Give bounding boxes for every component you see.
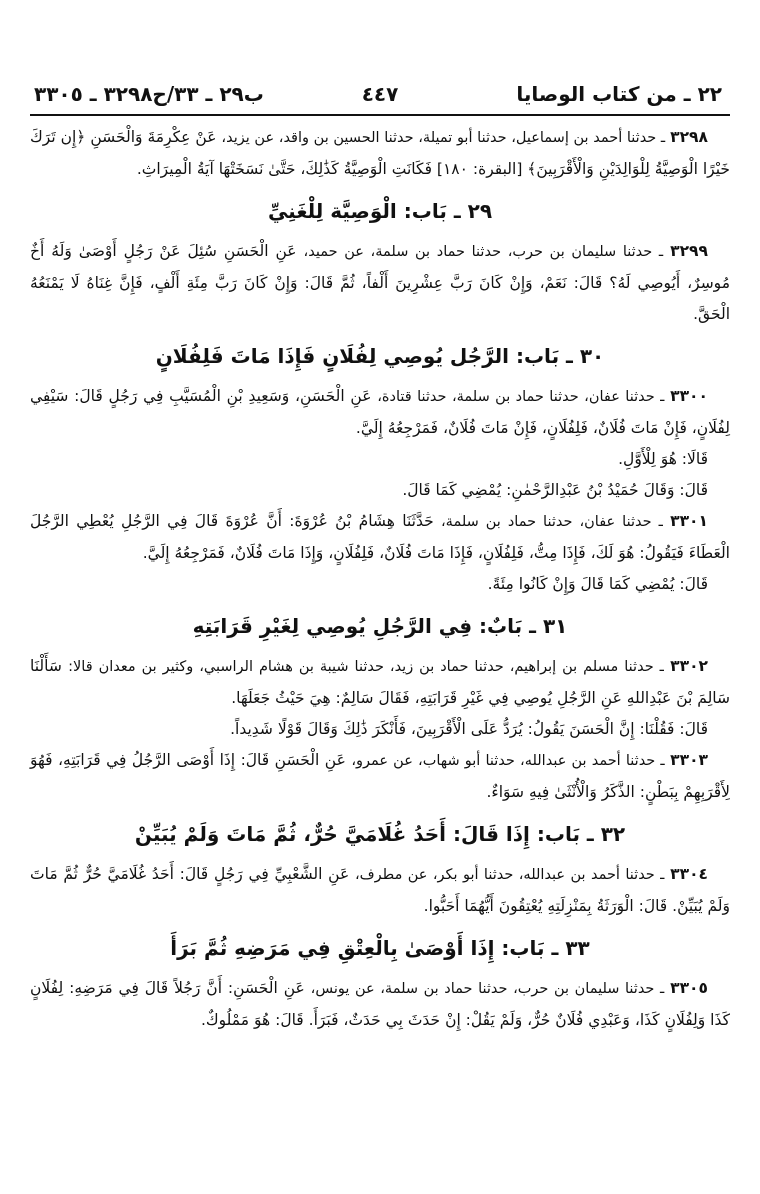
hadith-number: ٣٣٠٢ xyxy=(670,657,708,675)
hadith-isnad: ـ حدثنا أحمد بن إسماعيل، حدثنا أبو تميلة، حدثنا الحسين بن واقد، عن يزيد، xyxy=(221,130,666,146)
hadith-range: ب٢٩ ـ ٣٣/ح٣٢٩٨ ـ ٣٣٠٥ xyxy=(34,82,264,106)
hadith-3299 xyxy=(30,236,730,330)
hadith-isnad: ـ حدثنا عفان، حدثنا حماد بن سلمة، xyxy=(440,514,663,530)
hadith-number: ٣٣٠٥ xyxy=(670,979,708,997)
hadith-isnad: ـ حدثنا أحمد بن عبدالله، حدثنا أبو شهاب، عن عمرو، xyxy=(351,753,665,769)
hadith-3302-line-2: قَالَ: فَقُلْنَا: إِنَّ الْحَسَنَ يَقُولُ: يُرَدُّ عَلَى الْأَقْرَبِينَ، فَأَنْكَرَ ذَٰلِكَ وَقَالَ قَوْلًا شَدِيداً. xyxy=(230,720,708,738)
hadith-isnad: ـ حدثنا سليمان بن حرب، حدثنا حماد بن سلمة، عن يونس، xyxy=(310,981,665,997)
hadith-text: حَدَّثَنَا هِشَامُ بْنُ عُرْوَةَ: أَنَّ عُرْوَةَ قَالَ فِي الرَّجُلِ يُعْطِي الرَّجُلَ الْعَطَاءَ فَيَقُولُ: هُوَ لَكَ، فَإِذَا مِتُّ، فَلِفُلَانٍ، فَإِذَا مَاتَ فُلَانٌ، فَلِفُلَانٍ، وَإِذَا مَاتَ فُلَانٌ، فَمَرْجِعُهُ إِلَيَّ. xyxy=(30,512,730,562)
chapter-title: ٢٢ ـ من كتاب الوصايا xyxy=(516,82,722,106)
hadith-isnad: ـ حدثنا سليمان بن حرب، حدثنا حماد بن سلمة، عن حميد، xyxy=(303,244,664,260)
hadith-text: عَنِ الْحَسَنِ سُئِلَ عَنْ رَجُلٍ أَوْصَىٰ وَلَهُ أَخٌ مُوسِرٌ، أَيُوصِي لَهُ؟ قَالَ: نَعَمْ، وَإِنْ كَانَ رَبَّ عِشْرِينَ أَلْفاً، ثُمَّ قَالَ: وَإِنْ كَانَ رَبَّ مِئَةِ أَلْفٍ، فَإِنَّ غِنَاهُ لَا يَمْنَعُهُ الْحَقَّ. xyxy=(30,242,730,323)
chapter-heading-32: ٣٢ ـ بَاب: إِذَا قَالَ: أَحَدُ غُلَامَيَّ حُرٌّ، ثُمَّ مَاتَ وَلَمْ يُبَيِّنْ xyxy=(134,822,626,846)
hadith-isnad: ـ حدثنا مسلم بن إبراهيم، حدثنا حماد بن زيد، حدثنا شيبة بن هشام الراسبي، وكثير بن معدان قالا: xyxy=(68,659,664,675)
hadith-3301 xyxy=(30,506,730,569)
hadith-text: عَنْ عِكْرِمَةَ وَالْحَسَنِ ﴿إِن تَرَكَ خَيْرًا الْوَصِيَّةُ لِلْوَالِدَيْنِ وَالْأَقْرَبِينَ﴾ [البقرة: ١٨٠] فَكَانَتِ الْوَصِيَّةُ كَذَٰلِكَ، حَتَّىٰ نَسَخَتْهَا آيَةُ الْمِيرَاثِ. xyxy=(30,128,730,178)
hadith-3300-line-2: قَالَا: هُوَ لِلْأَوَّلِ. xyxy=(618,450,708,468)
hadith-text: عَنِ الْحَسَنِ، وَسَعِيدِ بْنِ الْمُسَيَّبِ فِي رَجُلٍ قَالَ: سَيْفِي لِفُلَانٍ، فَإِنْ مَاتَ فُلَانٌ، فَلِفُلَانٍ، فَإِنْ مَاتَ فُلَانٌ، فَمَرْجِعُهُ إِلَيَّ. xyxy=(30,387,730,437)
hadith-number: ٣٣٠١ xyxy=(670,512,708,530)
hadith-3304 xyxy=(30,859,730,922)
chapter-heading-29: ٢٩ ـ بَاب: الْوَصِيَّة لِلْغَنِيِّ xyxy=(267,199,493,223)
hadith-number: ٣٢٩٨ xyxy=(670,128,708,146)
chapter-heading-31: ٣١ ـ بَابٌ: فِي الرَّجُلِ يُوصِي لِغَيْرِ قَرَابَتِهِ xyxy=(192,614,568,638)
hadith-number: ٣٣٠٣ xyxy=(670,751,708,769)
hadith-3300 xyxy=(30,381,730,444)
hadith-text: عَنِ الْحَسَنِ: أَنَّ رَجُلاً قَالَ فِي مَرَضِهِ: لِفُلَانٍ كَذَا وَلِفُلَانٍ كَذَا، وَعَبْدِي فُلَانٌ حُرٌّ، وَلَمْ يَقُلْ: إِنْ حَدَثَ بِي حَدَثٌ، فَبَرَأَ. قَالَ: هُوَ مَمْلُوكٌ. xyxy=(30,979,730,1029)
hadith-text: سَأَلْنَا سَالِمَ بْنَ عَبْدِاللهِ عَنِ الرَّجُلِ يُوصِي فِي غَيْرِ قَرَابَتِهِ، فَقَالَ سَالِمٌ: هِيَ حَيْثُ جَعَلَهَا. xyxy=(30,657,730,707)
page-body xyxy=(30,122,730,1036)
hadith-text: عَنِ الشَّعْبِيِّ فِي رَجُلٍ قَالَ: أَحَدُ غُلَامَيَّ حُرٌّ ثُمَّ مَاتَ وَلَمْ يُبَيِّنْ. قَالَ: الْوَرَثَةُ بِمَنْزِلَتِهِ يُعْتِقُونَ أَيُّهُمَا أَحَبُّوا. xyxy=(30,865,730,915)
chapter-heading-30: ٣٠ ـ بَاب: الرَّجُل يُوصِي لِفُلَانٍ فَإِذَا مَاتَ فَلِفُلَانٍ xyxy=(155,344,605,368)
hadith-number: ٣٢٩٩ xyxy=(670,242,708,260)
hadith-number: ٣٣٠٠ xyxy=(670,387,708,405)
hadith-3303 xyxy=(30,745,730,808)
page-number: ٤٤٧ xyxy=(361,82,399,106)
hadith-3305 xyxy=(30,973,730,1036)
chapter-heading-33: ٣٣ ـ بَاب: إِذَا أَوْصَىٰ بِالْعِتْقِ فِي مَرَضِهِ ثُمَّ بَرَأَ xyxy=(170,936,590,960)
hadith-isnad: ـ حدثنا عفان، حدثنا حماد بن سلمة، حدثنا قتادة، xyxy=(377,389,665,405)
hadith-3302 xyxy=(30,651,730,714)
hadith-3301-line-2: قَالَ: يُمْضِي كَمَا قَالَ وَإِنْ كَانُوا مِئَةً. xyxy=(487,575,708,593)
hadith-text: عَنِ الْحَسَنِ قَالَ: إِذَا أَوْصَى الرَّجُلُ فِي قَرَابَتِهِ، فَهُوَ لِأَقْرَبِهِمْ بِبَطْنٍ: الذَّكَرُ وَالْأُنْثَىٰ فِيهِ سَوَاءٌ. xyxy=(30,751,730,801)
hadith-3298 xyxy=(30,122,730,185)
hadith-3300-line-3: قَالَ: وَقَالَ حُمَيْدُ بْنُ عَبْدِالرَّحْمٰنِ: يُمْضِي كَمَا قَالَ. xyxy=(402,481,708,499)
hadith-number: ٣٣٠٤ xyxy=(670,865,708,883)
hadith-isnad: ـ حدثنا أحمد بن عبدالله، حدثنا أبو بكر، عن مطرف، xyxy=(354,867,665,883)
running-header xyxy=(30,78,730,116)
